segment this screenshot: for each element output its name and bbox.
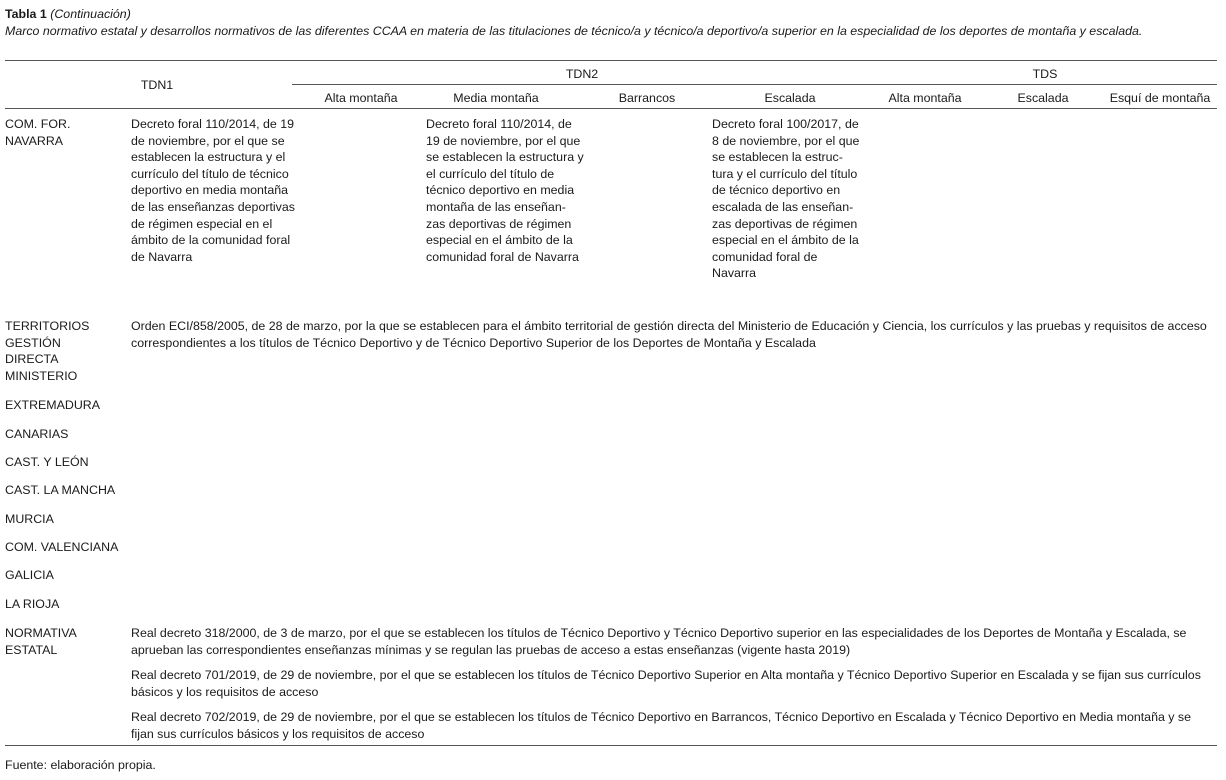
row-label-territorios: TERRITORIOS GESTIÓN DIRECTA MINISTERIO — [5, 319, 90, 383]
row-label-galicia: GALICIA — [5, 568, 54, 582]
subheader-alta-montana-tds: Alta montaña — [888, 91, 962, 105]
subheader-escalada-tds: Escalada — [1017, 91, 1069, 105]
subheader-barrancos: Barrancos — [618, 91, 676, 105]
header-tdn2: TDN2 — [565, 67, 599, 81]
navarra-tdn1-cell: Decreto foral 110/2014, de 19 de noviembre, por el que se establecen la estructura y el currículo del título de técnico deportivo en media montaña de las enseñanzas deportivas de régimen especial en el ámbito de la comunidad foral de Navarra — [131, 117, 295, 264]
row-label-murcia: MURCIA — [5, 512, 54, 526]
subheader-escalada-tdn2: Escalada — [764, 91, 816, 105]
subheader-alta-montana-tdn2: Alta montaña — [324, 91, 398, 105]
tdn2-tds-rule — [292, 84, 1217, 85]
row-label-normativa-estatal: NORMATIVA ESTATAL — [5, 626, 77, 657]
row-label-castilla-leon: CAST. Y LEÓN — [5, 455, 89, 469]
header-tdn1: TDN1 — [140, 78, 174, 92]
row-label-la-rioja: LA RIOJA — [5, 597, 60, 611]
table-title: Marco normativo estatal y desarrollos normativos de las diferentes CCAA en materia de las titulaciones de técnico/a y técnico/a deportivo/a superior en la especialidad de los deportes de montaña y escalada. — [5, 23, 1143, 38]
source-note: Fuente: elaboración propia. — [5, 758, 156, 772]
row-label-extremadura: EXTREMADURA — [5, 398, 101, 412]
row-label-canarias: CANARIAS — [5, 427, 69, 441]
header-tds: TDS — [1032, 67, 1058, 81]
row-label-valenciana: COM. VALENCIANA — [5, 540, 119, 554]
navarra-escalada-cell: Decreto foral 100/2017, de 8 de noviembre, por el que se establecen la estruc-tura y el currículo del título de técnico deportivo en escalada de las enseñan-zas deportivas de régimen especial en el ámbito de la comunidad foral de Navarra — [712, 117, 860, 281]
table-continuation: (Continuación) — [50, 7, 131, 21]
navarra-media-montana-cell: Decreto foral 110/2014, de 19 de noviembre, por el que se establecen la estructura y el currículo del título de técnico deportivo en media montaña de las enseñan-zas deportivas de régimen especial en el ámbito de la comunidad foral de Navarra — [426, 117, 584, 264]
estatal-rd-702-2019: Real decreto 702/2019, de 29 de noviembre, por el que se establecen los títulos de Técnico Deportivo en Barrancos, Técnico Deportivo en Escalada y Técnico Deportivo en Media montaña y se fijan sus currículos básicos y los requisitos de acceso — [131, 710, 1192, 741]
estatal-rd-701-2019: Real decreto 701/2019, de 29 de noviembre, por el que se establecen los títulos de Técnico Deportivo Superior en Alta montaña y Técnico Deportivo Superior en Escalada y se fijan sus currículos básicos y los requisitos de acceso — [131, 668, 1201, 699]
subheader-esqui-montana: Esquí de montaña — [1109, 91, 1211, 105]
row-label-castilla-la-mancha: CAST. LA MANCHA — [5, 483, 116, 497]
table-caption — [5, 6, 1221, 39]
estatal-rd-318-2000: Real decreto 318/2000, de 3 de marzo, por el que se establecen los títulos de Técnico Deportivo y Técnico Deportivo superior en las especialidades de los Deportes de Montaña y Escalada, se aprueban las correspondientes enseñanzas mínimas y se regulan las pruebas de acceso a estas enseñanzas (vigente hasta 2019) — [131, 626, 1187, 657]
row-label-navarra: COM. FOR. NAVARRA — [5, 117, 71, 148]
top-rule — [5, 60, 1217, 61]
header-bottom-rule — [5, 108, 1217, 109]
bottom-rule — [5, 745, 1217, 746]
table-label: Tabla 1 (Continuación) — [5, 7, 131, 21]
subheader-media-montana: Media montaña — [453, 91, 539, 105]
territorios-orden-cell: Orden ECI/858/2005, de 28 de marzo, por la que se establecen para el ámbito territorial de gestión directa del Ministerio de Educación y Ciencia, los currículos y las pruebas y requisitos de acceso correspondientes a los títulos de Técnico Deportivo y de Técnico Deportivo Superior de los Deportes de Montaña y Escalada — [131, 319, 1207, 350]
